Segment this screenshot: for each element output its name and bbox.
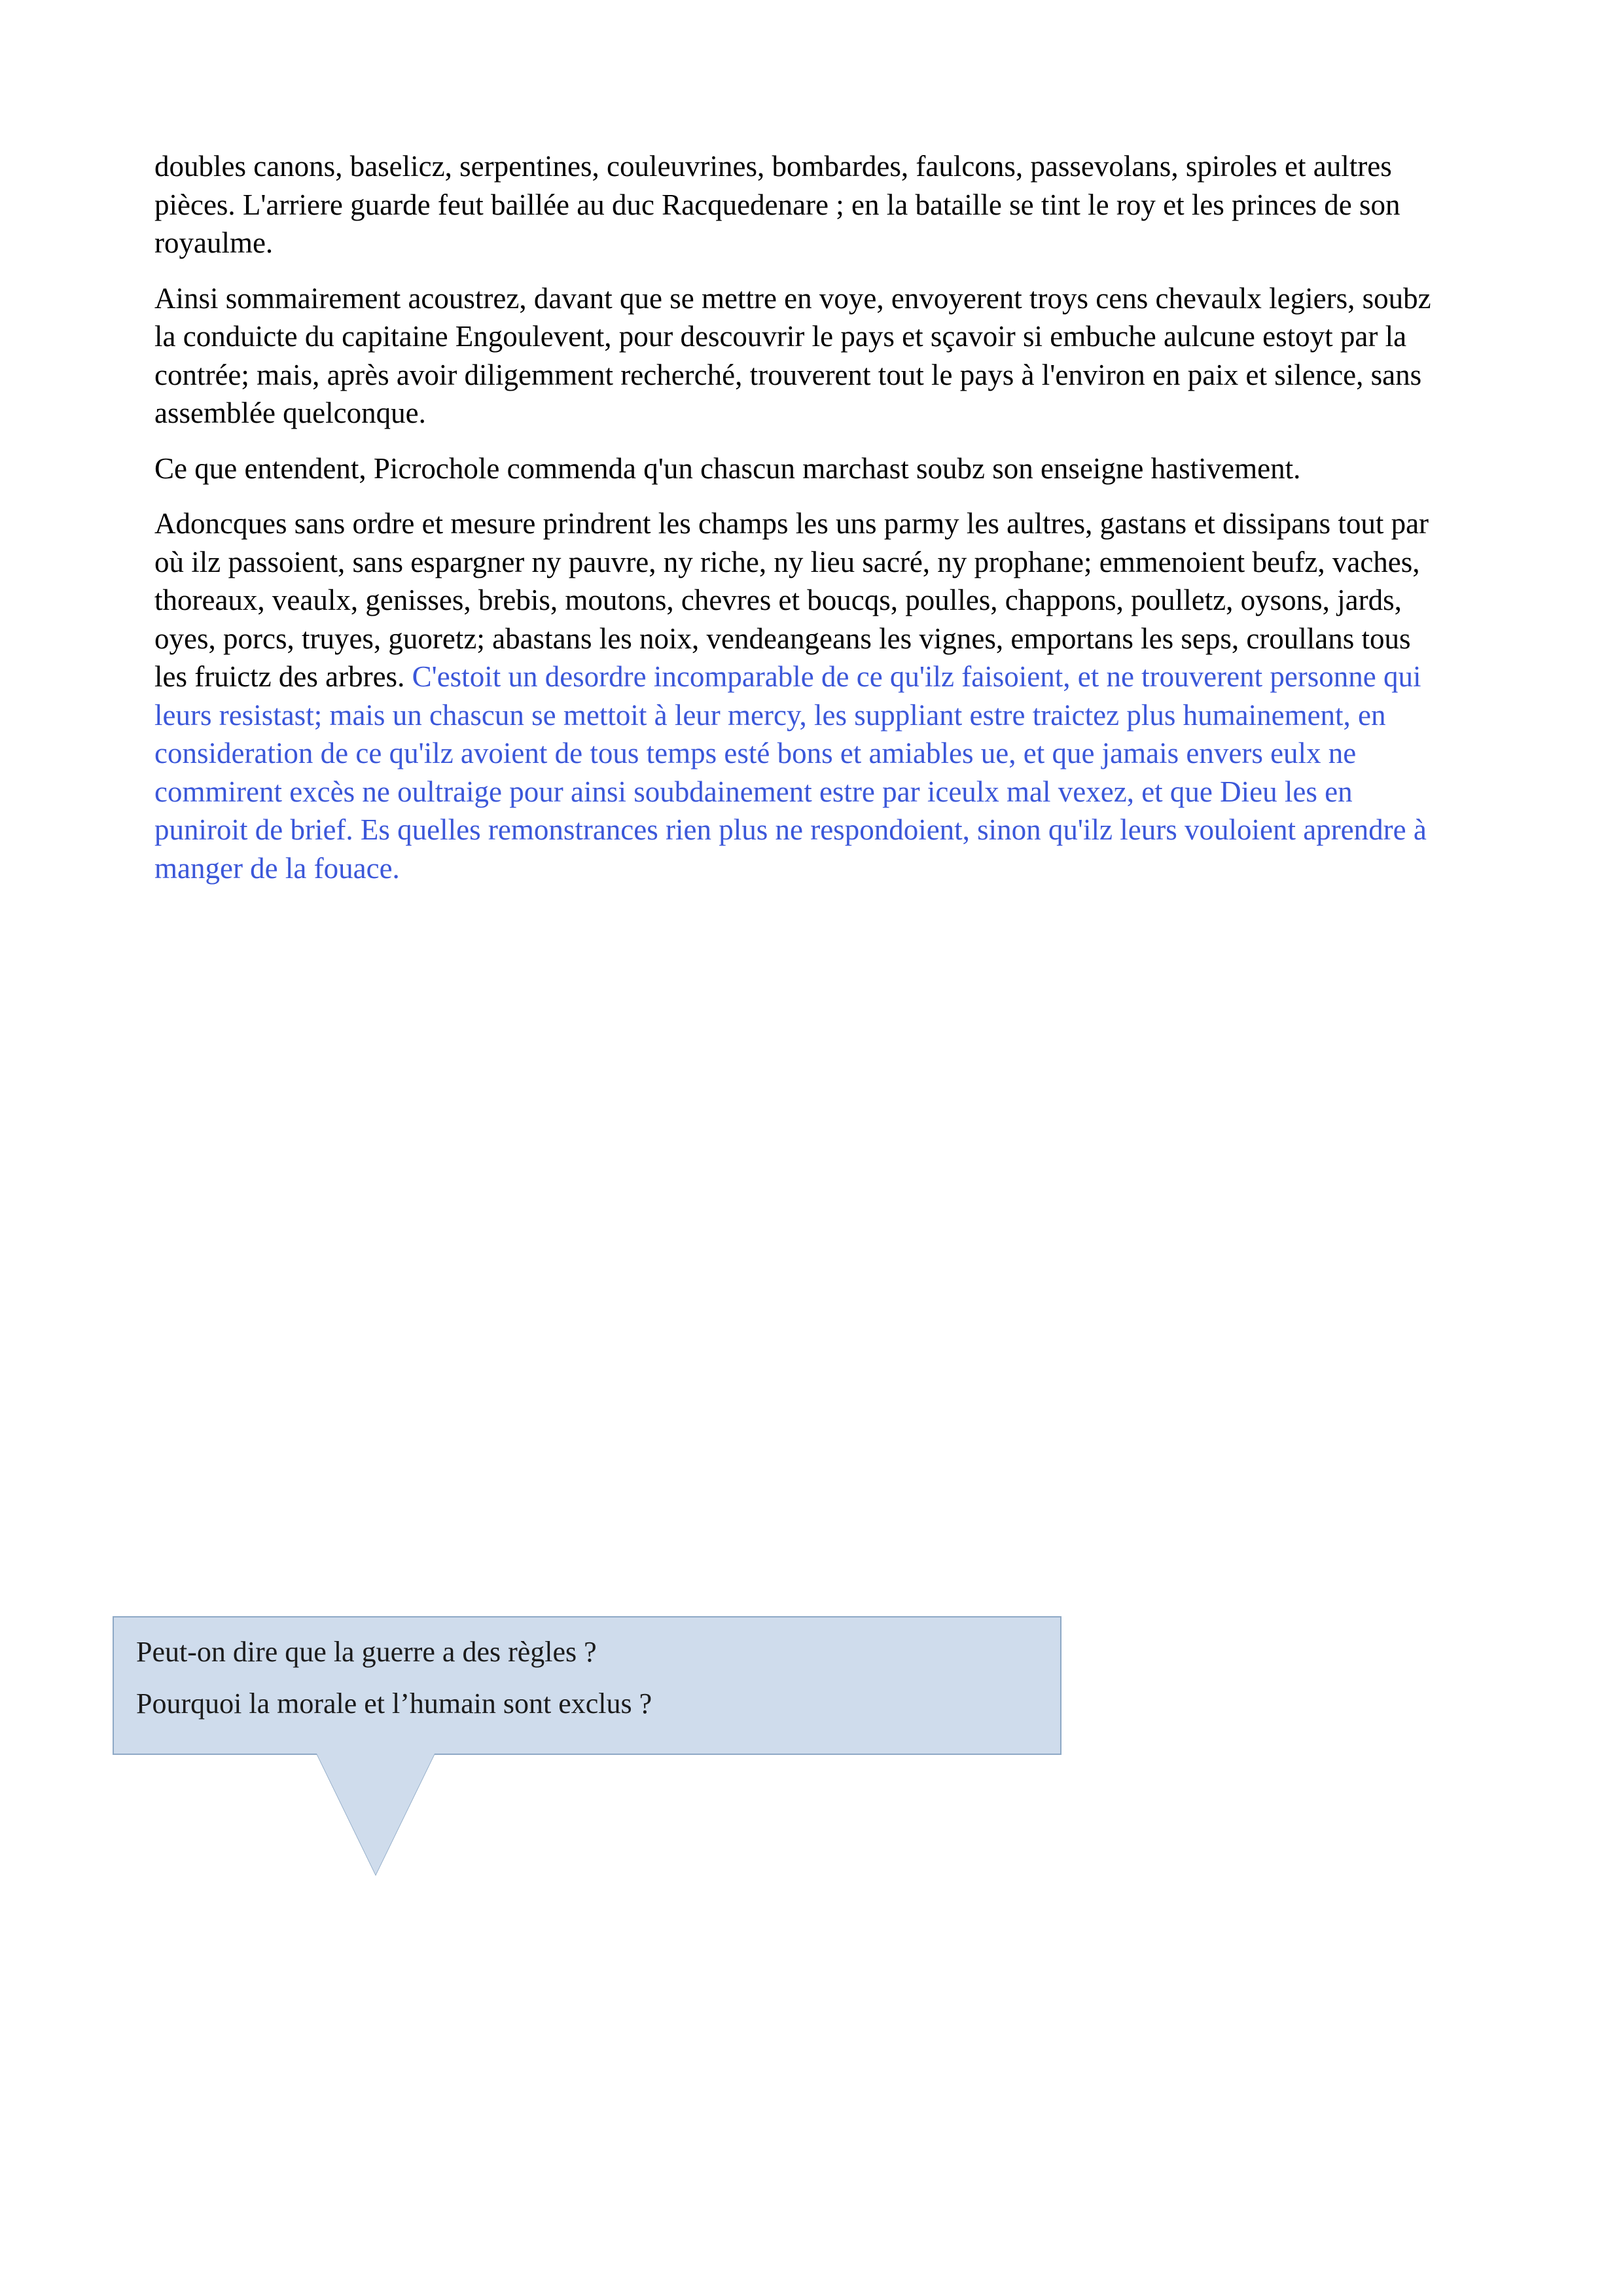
question-callout xyxy=(113,1616,1061,1755)
callout-tail xyxy=(317,1754,435,1875)
paragraph-4-black-text: Adoncques sans ordre et mesure prindrent les champs les uns parmy les aultres, gastans et dissipans tout par où ilz passoient, sans espargner ny pauvre, ny riche, ny lieu sacré, ny prophane; emmenoient beufz, vaches, thoreaux, veaulx, genisses, brebis, moutons, chevres et boucqs, poulles, chappons, poulletz, oysons, jards, oyes, porcs, truyes, guoretz; abastans les noix, vendeangeans les vignes, emportans les seps, croullans tous les fruictz des arbres. xyxy=(154,507,1429,693)
paragraph-1: doubles canons, baselicz, serpentines, couleuvrines, bombardes, faulcons, passevolans, spiroles et aultres pièces. L'arriere guarde feut baillée au duc Racquedenare ; en la bataille se tint le roy et les princes de son royaulme. xyxy=(154,150,1400,259)
document-body xyxy=(154,147,1437,887)
callout-wrapper xyxy=(113,1616,1081,1755)
callout-question-1: Peut-on dire que la guerre a des règles ? xyxy=(136,1636,597,1668)
callout-question-2: Pourquoi la morale et l’humain sont exclus ? xyxy=(136,1687,652,1720)
paragraph-2: Ainsi sommairement acoustrez, davant que se mettre en voye, envoyerent troys cens chevaulx legiers, soubz la conduicte du capitaine Engoulevent, pour descouvrir le pays et sçavoir si embuche aulcune estoyt par la contrée; mais, après avoir diligemment recherché, trouverent tout le pays à l'environ en paix et silence, sans assemblée quelconque. xyxy=(154,281,1431,429)
paragraph-4-blue-text: C'estoit un desordre incomparable de ce qu'ilz faisoient, et ne trouverent personne qui leurs resistast; mais un chascun se mettoit à leur mercy, les suppliant estre traictez plus humainement, en consideration de ce qu'ilz avoient de tous temps esté bons et amiables ue, et que jamais envers eulx ne commirent excès ne oultraige pour ainsi soubdainement estre par iceulx mal vexez, et que Dieu les en puniroit de brief. Es quelles remonstrances rien plus ne respondoient, sinon qu'ilz leurs vouloient aprendre à manger de la fouace. xyxy=(154,660,1427,885)
paragraph-3: Ce que entendent, Picrochole commenda q'un chascun marchast soubz son enseigne hastivement. xyxy=(154,451,1301,485)
paragraph-4 xyxy=(154,504,1437,887)
